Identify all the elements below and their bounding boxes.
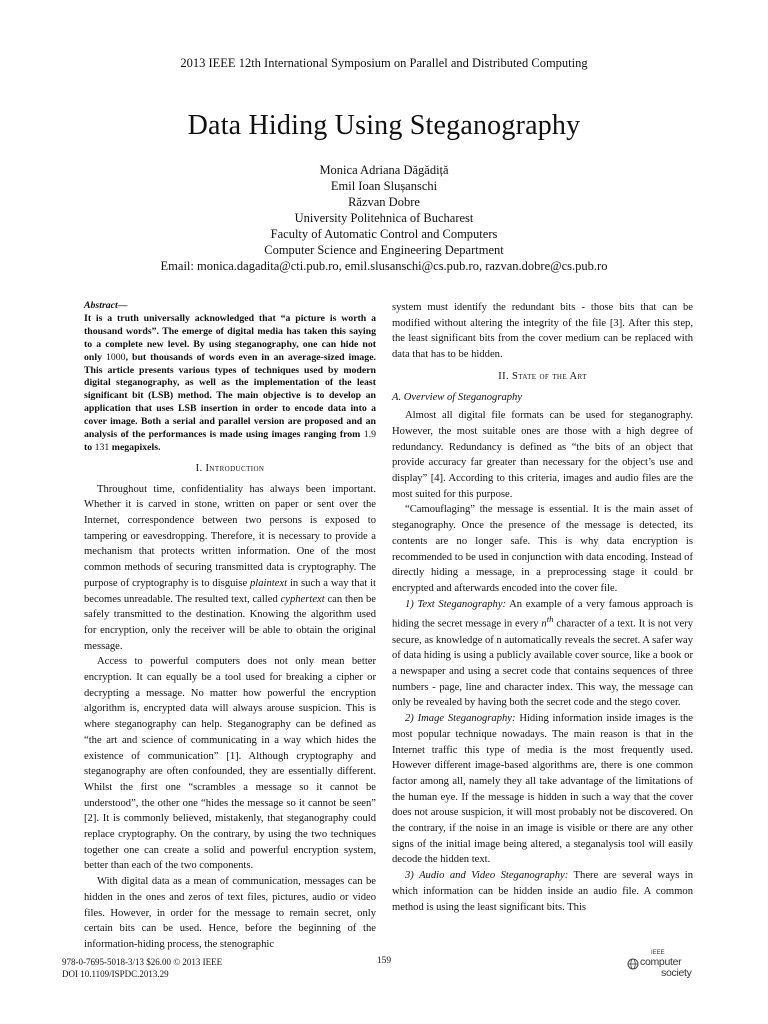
right-column — [392, 300, 693, 915]
left-column — [84, 300, 376, 953]
abstract — [84, 300, 376, 455]
abstract-label: Abstract— — [84, 300, 128, 311]
image-steganography-label: 2) Image Steganography: — [405, 713, 516, 725]
affiliation-department: Computer Science and Engineering Department — [264, 243, 504, 257]
intro-paragraph-1 — [84, 482, 376, 655]
overview-paragraph-2: “Camouflaging” the message is essential. It is the main asset of steganography. Once the presence of the message is detected, its contents are no longer safe. This is why data encryption is recommended to be used in conjunction with data encoding. Instead of directly hiding a message, in a preprocessing stage it could br encrypted and afterwards encoded into the cover file. — [392, 504, 693, 594]
paper-title: Data Hiding Using Steganography — [187, 110, 581, 141]
author-emails: Email: monica.dagadita@cti.pub.ro, emil.slusanschi@cs.pub.ro, razvan.dobre@cs.pub.ro — [160, 259, 608, 273]
abstract-text-1: It is a truth universally acknowledged that “a picture is worth a thousand words”. The emerge of digital media has taken this saying to a complete new level. By using steganography, one can hide not only — [84, 312, 376, 363]
intro-paragraph-3: With digital data as a mean of communication, messages can be hidden in the ones and zeros of text files, pictures, audio or video files. However, in order for the message to remain secret, only certain bits can be used. Hence, before the beginning of the information-hiding process, the stenographic — [84, 876, 376, 950]
globe-icon — [627, 958, 639, 970]
intro-p1-text-c: can then be safely transmitted to the destination. Knowing the algorithm used for encryption, only the receiver will be able to obtain the original message. — [84, 593, 376, 652]
audio-video-steganography-label: 3) Audio and Video Steganography: — [405, 870, 569, 882]
abstract-number-min: 1.9 — [363, 429, 376, 441]
text-steganography-paragraph — [392, 597, 693, 711]
page-number: 159 — [376, 956, 392, 966]
audio-video-steganography-text: There are several ways in which information can be hidden inside an audio file. A common method is using the least significant bits. This — [392, 870, 694, 913]
intro-plaintext-term: plaintext — [250, 577, 288, 589]
image-steganography-paragraph — [392, 711, 693, 868]
intro-cyphertext-term: cyphertext — [280, 593, 325, 605]
intro-p1-text: Throughout time, confidentiality has always been important. Whether it is carved in stone, written on paper or sent over the Internet, correspondence between two persons is exposed to tampering or eavesdropping. Therefore, it is necessary to provide a mechanism that protects written information. One of the most common methods of securing transmitted data is cryptography. The purpose of cryptography is to disguise — [84, 483, 376, 589]
abstract-text-4: megapixels. — [109, 441, 161, 453]
nth-superscript: th — [546, 614, 554, 625]
text-steganography-label: 1) Text Steganography: — [405, 598, 507, 610]
intro-paragraph-2: Access to powerful computers does not only mean better encryption. It can equally be a tool used for breaking a cipher or decrypting a message. No matter how powerful the encryption algorithm is, encrypted data will always arouse suspicion. This is where steganography can help. Steganography can be defined as “the art and science of communicating in a way which hides the existence of communication” [1]. Although cryptography and steganography are often confounded, they are essentially different. Whilst the first one “scrambles a message so it cannot be understood”, the other one “hides the message so it cannot be seen” [2]. It is commonly believed, mistakenly, that steganography could replace cryptography. On the contrary, by using the two techniques together one can create a solid and powerful encryption system, better than each of the two components. — [84, 656, 376, 872]
affiliation-university: University Politehnica of Bucharest — [294, 211, 474, 225]
abstract-number-1000: 1000 — [105, 351, 126, 363]
intro-p1-text-b: in such a way that it becomes unreadable. The resulted text, called — [84, 577, 376, 605]
section-heading-state-of-the-art: II. State of the Art — [498, 370, 587, 382]
affiliation-faculty: Faculty of Automatic Control and Computers — [270, 227, 498, 241]
abstract-text-2: , but thousands of words even in an average-sized image. This article presents various types of techniques used by modern digital steganography, as well as the implementation of the least significant bit (LSB) method. The main objective is to develop an application that uses LSB insertion in order to encode data into a cover image. Both a serial and parallel version are proposed and an analysis of the performances is made using images ranging from — [84, 351, 376, 441]
logo-computer-text: computer — [640, 956, 682, 968]
text-steganography-text-a: An example of a very famous approach is hiding the secret message in every — [392, 598, 693, 630]
right-paragraph-continued: system must identify the redundant bits - those bits that can be modified without altering the integrity of the file [3]. After this step, the least significant bits from the cover medium can be replaced with data that has to be hidden. — [392, 302, 693, 361]
author-1: Monica Adriana Dăgădiță — [319, 163, 449, 177]
subsection-heading-overview: A. Overview of Steganography — [392, 391, 523, 403]
author-3: Răzvan Dobre — [348, 195, 420, 209]
abstract-number-max: 131 — [94, 441, 110, 453]
author-block — [0, 162, 768, 274]
audio-video-steganography-paragraph — [392, 868, 693, 915]
text-steganography-text-b: character of a text. It is not very secure, as knowledge of n automatically reveals the secret. A safer way of data hiding is using a publicly available cover source, like a book or a newspaper and using a secret code that contains sequences of three numbers - page, line and character index. This way, the message can only be revealed by having both the secret code and the stego cover. — [392, 618, 693, 709]
section-heading-introduction: I. Introduction — [195, 462, 265, 474]
logo-ieee-text: IEEE — [651, 950, 665, 956]
ieee-computer-society-logo — [627, 950, 707, 984]
abstract-text-3: to — [84, 441, 95, 453]
image-steganography-text: Hiding information inside images is the most popular technique nowadays. The main reason is that in the Internet traffic this type of media is the most frequently used. However different image-based algorithms are, there is one common factor among all, namely they all take advantage of the limitations of the human eye. If the message is hidden in such a way that the cover does not arouse suspicion, it will most probably not be discovered. On the contrary, if the noise in an image is visible or there are any other signs of the initial image being altered, a steganalysis tool will easily decode the hidden text. — [392, 713, 693, 866]
logo-society-text: society — [661, 967, 692, 979]
footer-isbn: 978-0-7695-5018-3/13 $26.00 © 2013 IEEE — [62, 957, 223, 967]
footer-doi: DOI 10.1109/ISPDC.2013.29 — [62, 969, 169, 979]
nth-variable: n — [541, 618, 547, 630]
overview-paragraph-1: Almost all digital file formats can be used for steganography. However, the most suitable ones are those with a high degree of redundancy. Redundancy is defined as “the bits of an object that provide accuracy far greater than necessary for the object’s use and display” [4]. According to this criteria, images and audio files are the most suited for this purpose. — [392, 410, 693, 500]
conference-header: 2013 IEEE 12th International Symposium on Parallel and Distributed Computing — [180, 56, 588, 70]
author-2: Emil Ioan Slușanschi — [330, 179, 438, 193]
